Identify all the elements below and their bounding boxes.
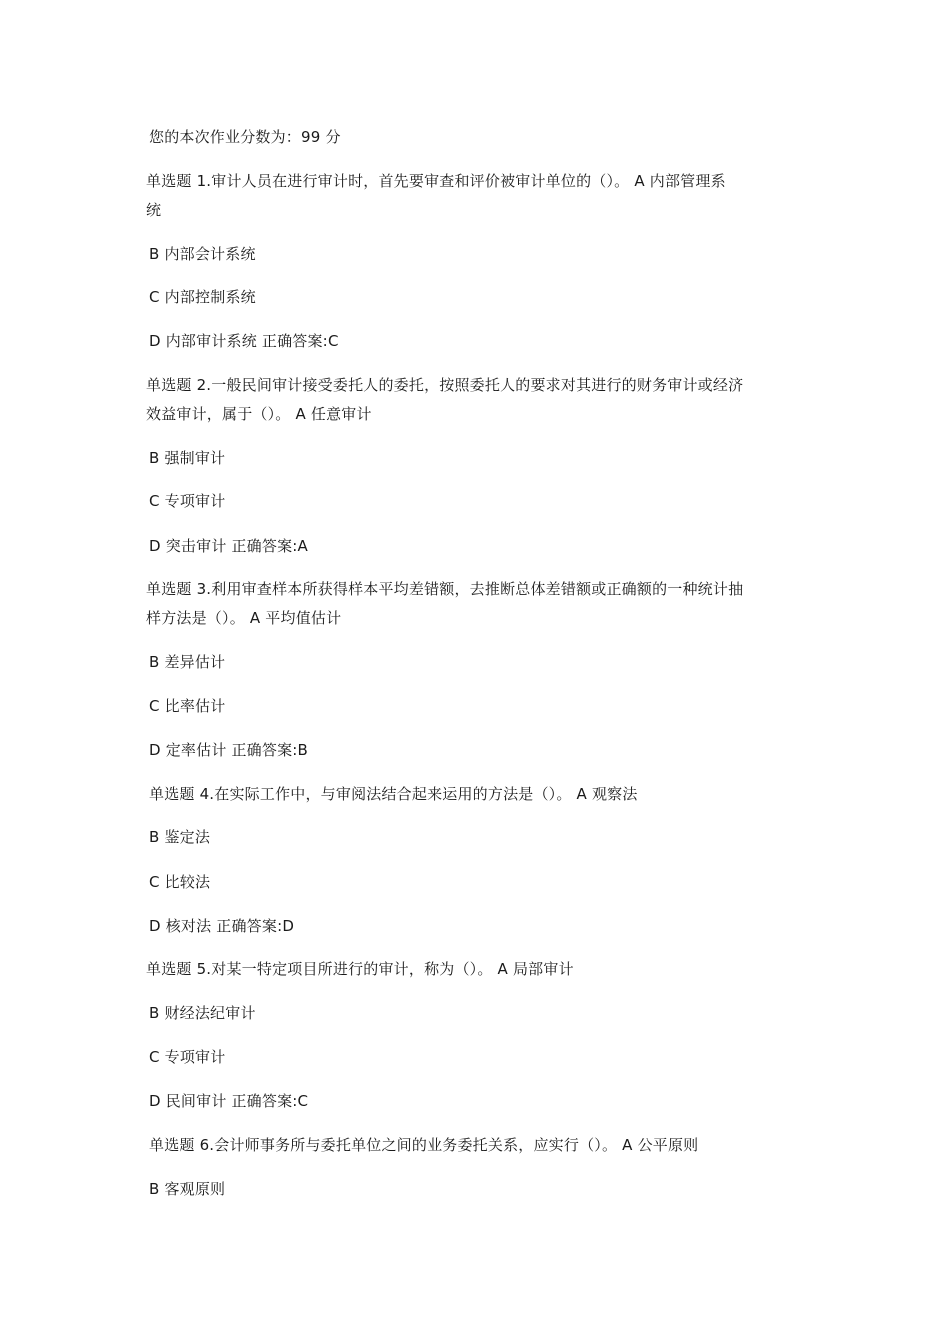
score-line: 您的本次作业分数为：99 分: [149, 128, 341, 146]
question-1-stem: 单选题 1.审计人员在进行审计时，首先要审查和评价被审计单位的（）。 A 内部管理系: [146, 172, 726, 190]
question-6-option-b: B 客观原则: [149, 1180, 226, 1198]
question-1-stem-cont: 统: [146, 201, 162, 219]
question-2-option-c: C 专项审计: [149, 492, 226, 510]
question-4-stem: 单选题 4.在实际工作中，与审阅法结合起来运用的方法是（）。 A 观察法: [149, 785, 638, 803]
question-4-option-b: B 鉴定法: [149, 828, 211, 846]
question-6-stem: 单选题 6.会计师事务所与委托单位之间的业务委托关系，应实行（）。 A 公平原则: [149, 1136, 699, 1154]
question-3-option-d-answer: D 定率估计 正确答案:B: [149, 741, 309, 759]
question-2-option-d-answer: D 突击审计 正确答案:A: [149, 537, 309, 555]
question-5-stem: 单选题 5.对某一特定项目所进行的审计，称为（）。 A 局部审计: [146, 960, 574, 978]
question-3-stem-cont: 样方法是（）。 A 平均值估计: [146, 609, 342, 627]
question-1-option-c: C 内部控制系统: [149, 288, 256, 306]
question-4-option-c: C 比较法: [149, 873, 211, 891]
question-1-option-b: B 内部会计系统: [149, 245, 256, 263]
question-2-stem: 单选题 2.一般民间审计接受委托人的委托，按照委托人的要求对其进行的财务审计或经济: [146, 376, 744, 394]
question-5-option-d-answer: D 民间审计 正确答案:C: [149, 1092, 309, 1110]
question-2-stem-cont: 效益审计，属于（）。 A 任意审计: [146, 405, 372, 423]
question-2-option-b: B 强制审计: [149, 449, 226, 467]
question-4-option-d-answer: D 核对法 正确答案:D: [149, 917, 295, 935]
question-3-stem: 单选题 3.利用审查样本所获得样本平均差错额，去推断总体差错额或正确额的一种统计抽: [146, 580, 744, 598]
question-3-option-b: B 差异估计: [149, 653, 226, 671]
question-5-option-c: C 专项审计: [149, 1048, 226, 1066]
question-5-option-b: B 财经法纪审计: [149, 1004, 256, 1022]
question-1-option-d-answer: D 内部审计系统 正确答案:C: [149, 332, 339, 350]
question-3-option-c: C 比率估计: [149, 697, 226, 715]
